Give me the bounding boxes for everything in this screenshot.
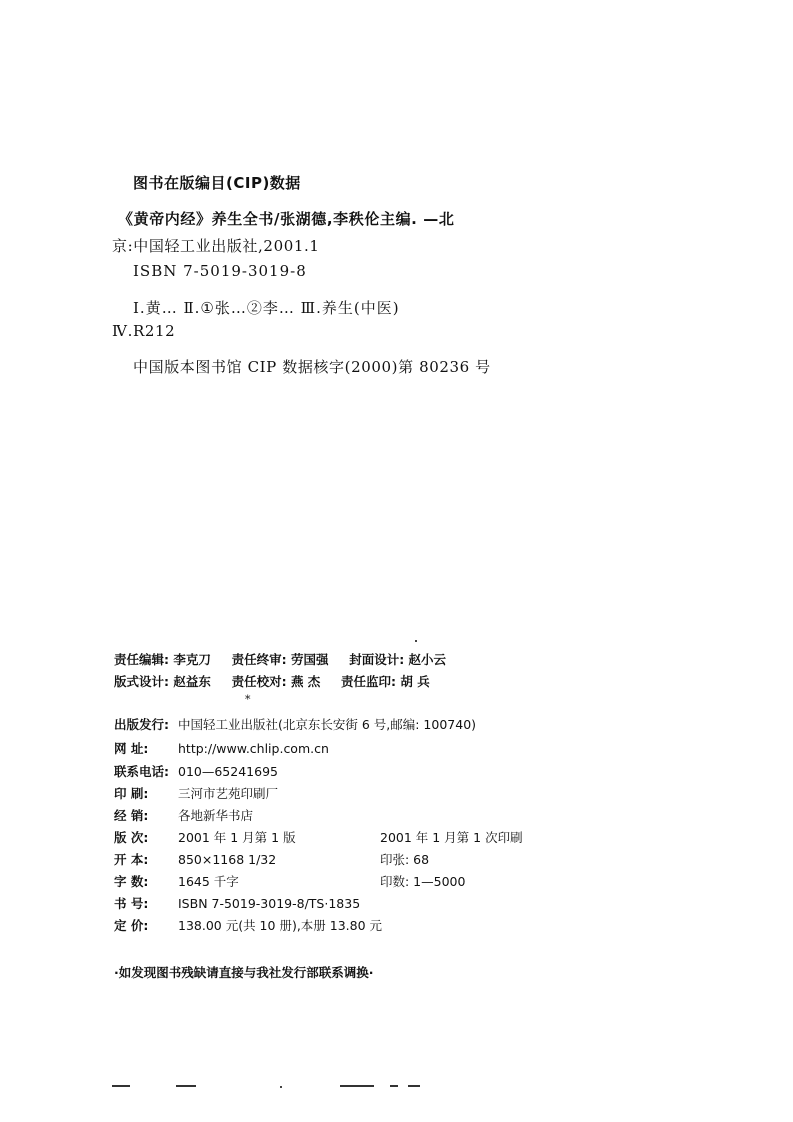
cip-line-title-author: 《黄帝内经》养生全书/张湖德,李秩伦主编. —北 <box>118 210 455 228</box>
credits-row-1 <box>114 650 446 668</box>
cip-line-isbn: ISBN 7-5019-3019-8 <box>133 262 307 280</box>
info-publisher <box>114 715 476 735</box>
info-isbn <box>114 894 360 914</box>
cip-heading: 图书在版编目(CIP)数据 <box>133 174 301 192</box>
final-review-label: 责任终审: <box>231 652 287 667</box>
isbn-label: 书 号: <box>114 896 149 911</box>
proofreader-name: 燕 杰 <box>290 674 321 689</box>
final-review-name: 劳国强 <box>290 652 329 667</box>
sheets-value: 印张: 68 <box>380 852 430 867</box>
scan-artifact <box>415 640 417 642</box>
copies-value: 印数: 1—5000 <box>380 874 466 889</box>
info-words <box>114 872 674 892</box>
distributor-label: 经 销: <box>114 808 149 823</box>
words-label: 字 数: <box>114 874 149 889</box>
info-edition <box>114 828 674 848</box>
cover-design-name: 赵小云 <box>408 652 447 667</box>
cip-line-publisher: 京:中国轻工业出版社,2001.1 <box>112 237 320 255</box>
isbn-value: ISBN 7-5019-3019-8/TS·1835 <box>178 896 361 911</box>
price-label: 定 价: <box>114 918 149 933</box>
cover-design-label: 封面设计: <box>349 652 405 667</box>
format-value: 850×1168 1/32 <box>178 852 277 867</box>
editor-label: 责任编辑: <box>114 652 169 667</box>
info-printer <box>114 784 278 804</box>
proofreader-label: 责任校对: <box>231 674 287 689</box>
cip-line-record-number: 中国版本图书馆 CIP 数据核字(2000)第 80236 号 <box>133 358 491 376</box>
cip-line-subjects: Ⅰ.黄… Ⅱ.①张…②李… Ⅲ.养生(中医) <box>133 299 400 317</box>
scan-artifact <box>176 1085 196 1087</box>
words-value: 1645 千字 <box>178 874 239 889</box>
publisher-value: 中国轻工业出版社(北京东长安街 6 号,邮编: 100740) <box>178 717 477 732</box>
scan-artifact <box>280 1086 282 1088</box>
info-phone <box>114 762 278 782</box>
url-value: http://www.chlip.com.cn <box>178 741 329 756</box>
scan-artifact <box>390 1085 398 1087</box>
info-url <box>114 739 329 759</box>
phone-label: 联系电话: <box>114 764 169 779</box>
info-distributor <box>114 806 253 826</box>
price-value: 138.00 元(共 10 册),本册 13.80 元 <box>178 918 383 933</box>
printer-label: 印 刷: <box>114 786 149 801</box>
print-supervisor-label: 责任监印: <box>341 674 397 689</box>
edition-label: 版 次: <box>114 830 149 845</box>
printing-value: 2001 年 1 月第 1 次印刷 <box>380 830 523 845</box>
scan-artifact <box>112 1085 130 1087</box>
cip-line-classification: Ⅳ.R212 <box>112 322 176 340</box>
layout-design-label: 版式设计: <box>114 674 169 689</box>
distributor-value: 各地新华书店 <box>178 808 254 823</box>
replacement-notice: ·如发现图书残缺请直接与我社发行部联系调换· <box>114 965 374 980</box>
credits-row-2 <box>114 672 430 690</box>
info-price <box>114 916 382 936</box>
print-supervisor-name: 胡 兵 <box>400 674 430 689</box>
editor-name: 李克刀 <box>173 652 211 667</box>
edition-value: 2001 年 1 月第 1 版 <box>178 830 296 845</box>
scan-artifact <box>408 1085 420 1087</box>
publisher-label: 出版发行: <box>114 717 169 732</box>
phone-value: 010—65241695 <box>178 764 278 779</box>
printer-value: 三河市艺苑印刷厂 <box>178 786 279 801</box>
info-format <box>114 850 674 870</box>
scan-artifact <box>340 1085 374 1087</box>
layout-design-name: 赵益东 <box>173 674 211 689</box>
format-label: 开 本: <box>114 852 149 867</box>
separator-star: * <box>245 693 251 706</box>
url-label: 网 址: <box>114 741 149 756</box>
